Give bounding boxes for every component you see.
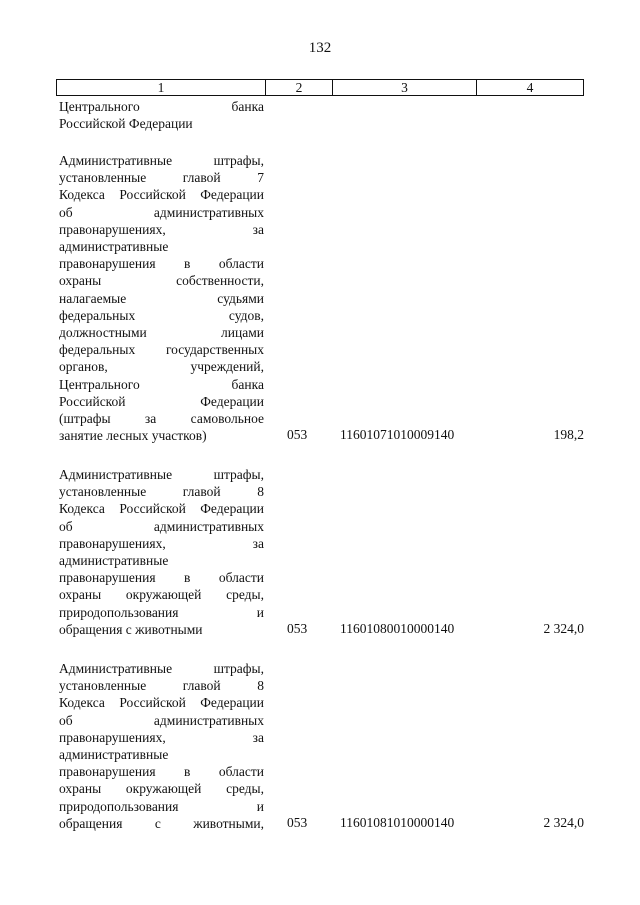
row-sum: 2 324,0 xyxy=(543,621,584,636)
description-line: Административные штрафы, xyxy=(59,153,264,168)
description-line: федеральных судов, xyxy=(59,307,264,323)
description-line: Российской Федерации xyxy=(59,393,264,409)
row-sum: 198,2 xyxy=(553,427,584,442)
description-line: установленные главой 8 xyxy=(59,678,264,694)
description-line: должностными лицами xyxy=(59,325,264,341)
description-line: об административных xyxy=(59,712,264,728)
description-line: природопользования и xyxy=(59,798,264,814)
description-line: Кодекса Российской Федерации xyxy=(59,501,264,517)
description-line: Центрального банка xyxy=(59,99,264,114)
row-kbk: 11601071010009140 xyxy=(340,427,455,442)
description-line: Кодекса Российской Федерации xyxy=(59,695,264,711)
description-line: об административных xyxy=(59,518,264,534)
description-line: занятие лесных участков) xyxy=(59,428,207,444)
table-row-description xyxy=(59,466,264,638)
description-line: федеральных государственных xyxy=(59,342,264,358)
row-code: 053 xyxy=(287,815,308,830)
table-header xyxy=(56,79,584,96)
description-line: (штрафы за самовольное xyxy=(59,411,264,427)
page-number: 132 xyxy=(308,40,332,56)
table-row-description xyxy=(59,152,264,444)
header-col-3: 3 xyxy=(333,80,477,95)
description-line: правонарушения в области xyxy=(59,764,264,780)
description-line: охраны окружающей среды, xyxy=(59,781,264,797)
description-line: Административные штрафы, xyxy=(59,467,264,482)
description-line: обращения с животными xyxy=(59,621,203,637)
header-col-4: 4 xyxy=(526,80,534,95)
row-kbk: 11601081010000140 xyxy=(340,815,455,830)
description-line: установленные главой 7 xyxy=(59,170,264,186)
row-sum: 2 324,0 xyxy=(543,815,584,830)
description-line: административные xyxy=(59,553,169,569)
description-line: Российской Федерации xyxy=(59,116,193,132)
table-row-description xyxy=(59,98,264,132)
description-line: административные xyxy=(59,747,169,763)
row-code: 053 xyxy=(287,427,308,442)
description-line: правонарушениях, за xyxy=(59,221,264,237)
description-line: правонарушениях, за xyxy=(59,729,264,745)
description-line: правонарушениях, за xyxy=(59,535,264,551)
header-col-2: 2 xyxy=(266,80,333,95)
description-line: правонарушения в области xyxy=(59,570,264,586)
description-line: установленные главой 8 xyxy=(59,484,264,500)
description-line: Административные штрафы, xyxy=(59,661,264,676)
row-code: 053 xyxy=(287,621,308,636)
description-line: правонарушения в области xyxy=(59,256,264,272)
description-line: административные xyxy=(59,239,169,255)
description-line: охраны окружающей среды, xyxy=(59,587,264,603)
description-line: об административных xyxy=(59,204,264,220)
description-line: органов, учреждений, xyxy=(59,359,264,375)
description-line: природопользования и xyxy=(59,604,264,620)
row-kbk: 11601080010000140 xyxy=(340,621,455,636)
description-line: охраны собственности, xyxy=(59,273,264,289)
description-line: Кодекса Российской Федерации xyxy=(59,187,264,203)
description-line: обращения с животными, xyxy=(59,815,264,831)
description-line: налагаемые судьями xyxy=(59,290,264,306)
table-row-description xyxy=(59,660,264,832)
description-line: Центрального банка xyxy=(59,376,264,392)
header-col-1: 1 xyxy=(57,80,266,95)
